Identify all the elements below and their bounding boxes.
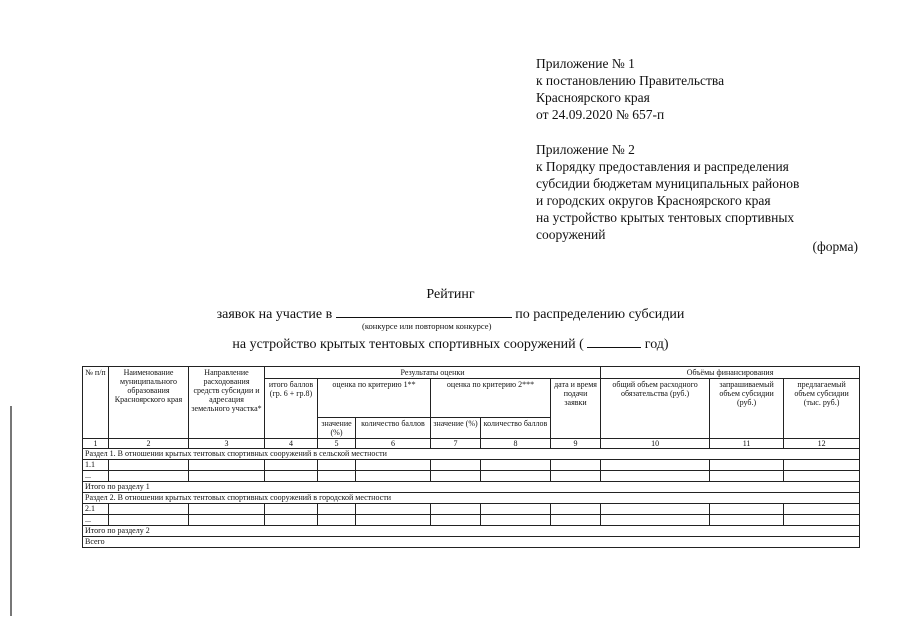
appendix-1-line: Приложение № 1 [536, 56, 635, 71]
column-number: 3 [189, 439, 265, 449]
column-number: 5 [318, 439, 356, 449]
column-number: 7 [431, 439, 481, 449]
header-requested: запрашиваемый объем субсидии (руб.) [710, 379, 784, 439]
section-row [83, 493, 860, 504]
table-row [83, 460, 860, 471]
header-submitted: дата и время подачи заявки [551, 379, 601, 439]
table-row [83, 515, 860, 526]
section-total-row [83, 482, 860, 493]
rating-table [82, 366, 860, 548]
appendix-2-line: к Порядку предоставления и распределения [536, 159, 789, 174]
contest-type-hint: (конкурсе или повторном конкурсе) [362, 321, 492, 331]
column-number: 8 [481, 439, 551, 449]
header-points-2: количество баллов [481, 418, 551, 439]
grand-total: Всего [83, 537, 860, 548]
appendix-1-line: от 24.09.2020 № 657-п [536, 107, 665, 122]
column-number: 6 [356, 439, 431, 449]
contest-type-blank [336, 305, 512, 318]
header-points-1: количество баллов [356, 418, 431, 439]
appendix-1-line: к постановлению Правительства [536, 73, 725, 88]
section-2-total: Итого по разделу 2 [83, 526, 860, 537]
header-total: итого баллов (гр. 6 + гр.8) [265, 379, 318, 439]
header-value-1: значение (%) [318, 418, 356, 439]
section-1-title: Раздел 1. В отношении крытых тентовых спортивных сооружений в сельской местности [83, 449, 860, 460]
form-label: (форма) [812, 239, 858, 254]
section-2-title: Раздел 2. В отношении крытых тентовых спортивных сооружений в городской местности [83, 493, 860, 504]
column-number: 11 [710, 439, 784, 449]
appendix-1-line: Красноярского края [536, 90, 650, 105]
header-value-2: значение (%) [431, 418, 481, 439]
row-number: 2.1 [83, 504, 109, 515]
document-title: Рейтинг [426, 287, 475, 302]
appendix-2-line: субсидии бюджетам муниципальных районов [536, 176, 800, 191]
scan-edge-mark [10, 406, 12, 616]
header-proposed: предлагаемый объем субсидии (тыс. руб.) [784, 379, 860, 439]
column-number: 2 [109, 439, 189, 449]
table-row [83, 471, 860, 482]
column-number-row [83, 439, 860, 449]
column-number: 4 [265, 439, 318, 449]
appendix-2-line: сооружений [536, 227, 606, 242]
header-direction: Направление расходования средств субсидии и адресация земельного участка* [189, 367, 265, 439]
row-number: ... [83, 471, 109, 482]
header-criterion-2: оценка по критерию 2*** [431, 379, 551, 418]
header-criterion-1: оценка по критерию 1** [318, 379, 431, 418]
title-line-2-suffix: по распределению субсидии [515, 307, 685, 322]
header-municipality: Наименование муниципального образования Красноярского края [109, 367, 189, 439]
year-blank [587, 335, 641, 348]
section-1-total: Итого по разделу 1 [83, 482, 860, 493]
section-row [83, 449, 860, 460]
table-row [83, 504, 860, 515]
column-number: 12 [784, 439, 860, 449]
appendix-1-block [536, 55, 724, 123]
title-line-3 [0, 335, 901, 353]
row-number: ... [83, 515, 109, 526]
title-line-2-prefix: заявок на участие в [216, 307, 333, 322]
title-line-3-prefix: на устройство крытых тентовых спортивных сооружений ( [232, 337, 584, 352]
header-results-group: Результаты оценки [265, 367, 601, 379]
appendix-2-block [536, 141, 799, 243]
appendix-2-line: Приложение № 2 [536, 142, 635, 157]
column-number: 1 [83, 439, 109, 449]
header-total-volume: общий объем расходного обязательства (руб.) [601, 379, 710, 439]
header-funding-group: Объёмы финансирования [601, 367, 860, 379]
column-number: 9 [551, 439, 601, 449]
appendix-2-line: на устройство крытых тентовых спортивных [536, 210, 795, 225]
row-number: 1.1 [83, 460, 109, 471]
header-row [83, 367, 860, 379]
appendix-2-line: и городских округов Красноярского края [536, 193, 771, 208]
header-num: № п/п [83, 367, 109, 439]
section-total-row [83, 526, 860, 537]
title-line-3-suffix: год) [644, 337, 669, 352]
grand-total-row [83, 537, 860, 548]
column-number: 10 [601, 439, 710, 449]
